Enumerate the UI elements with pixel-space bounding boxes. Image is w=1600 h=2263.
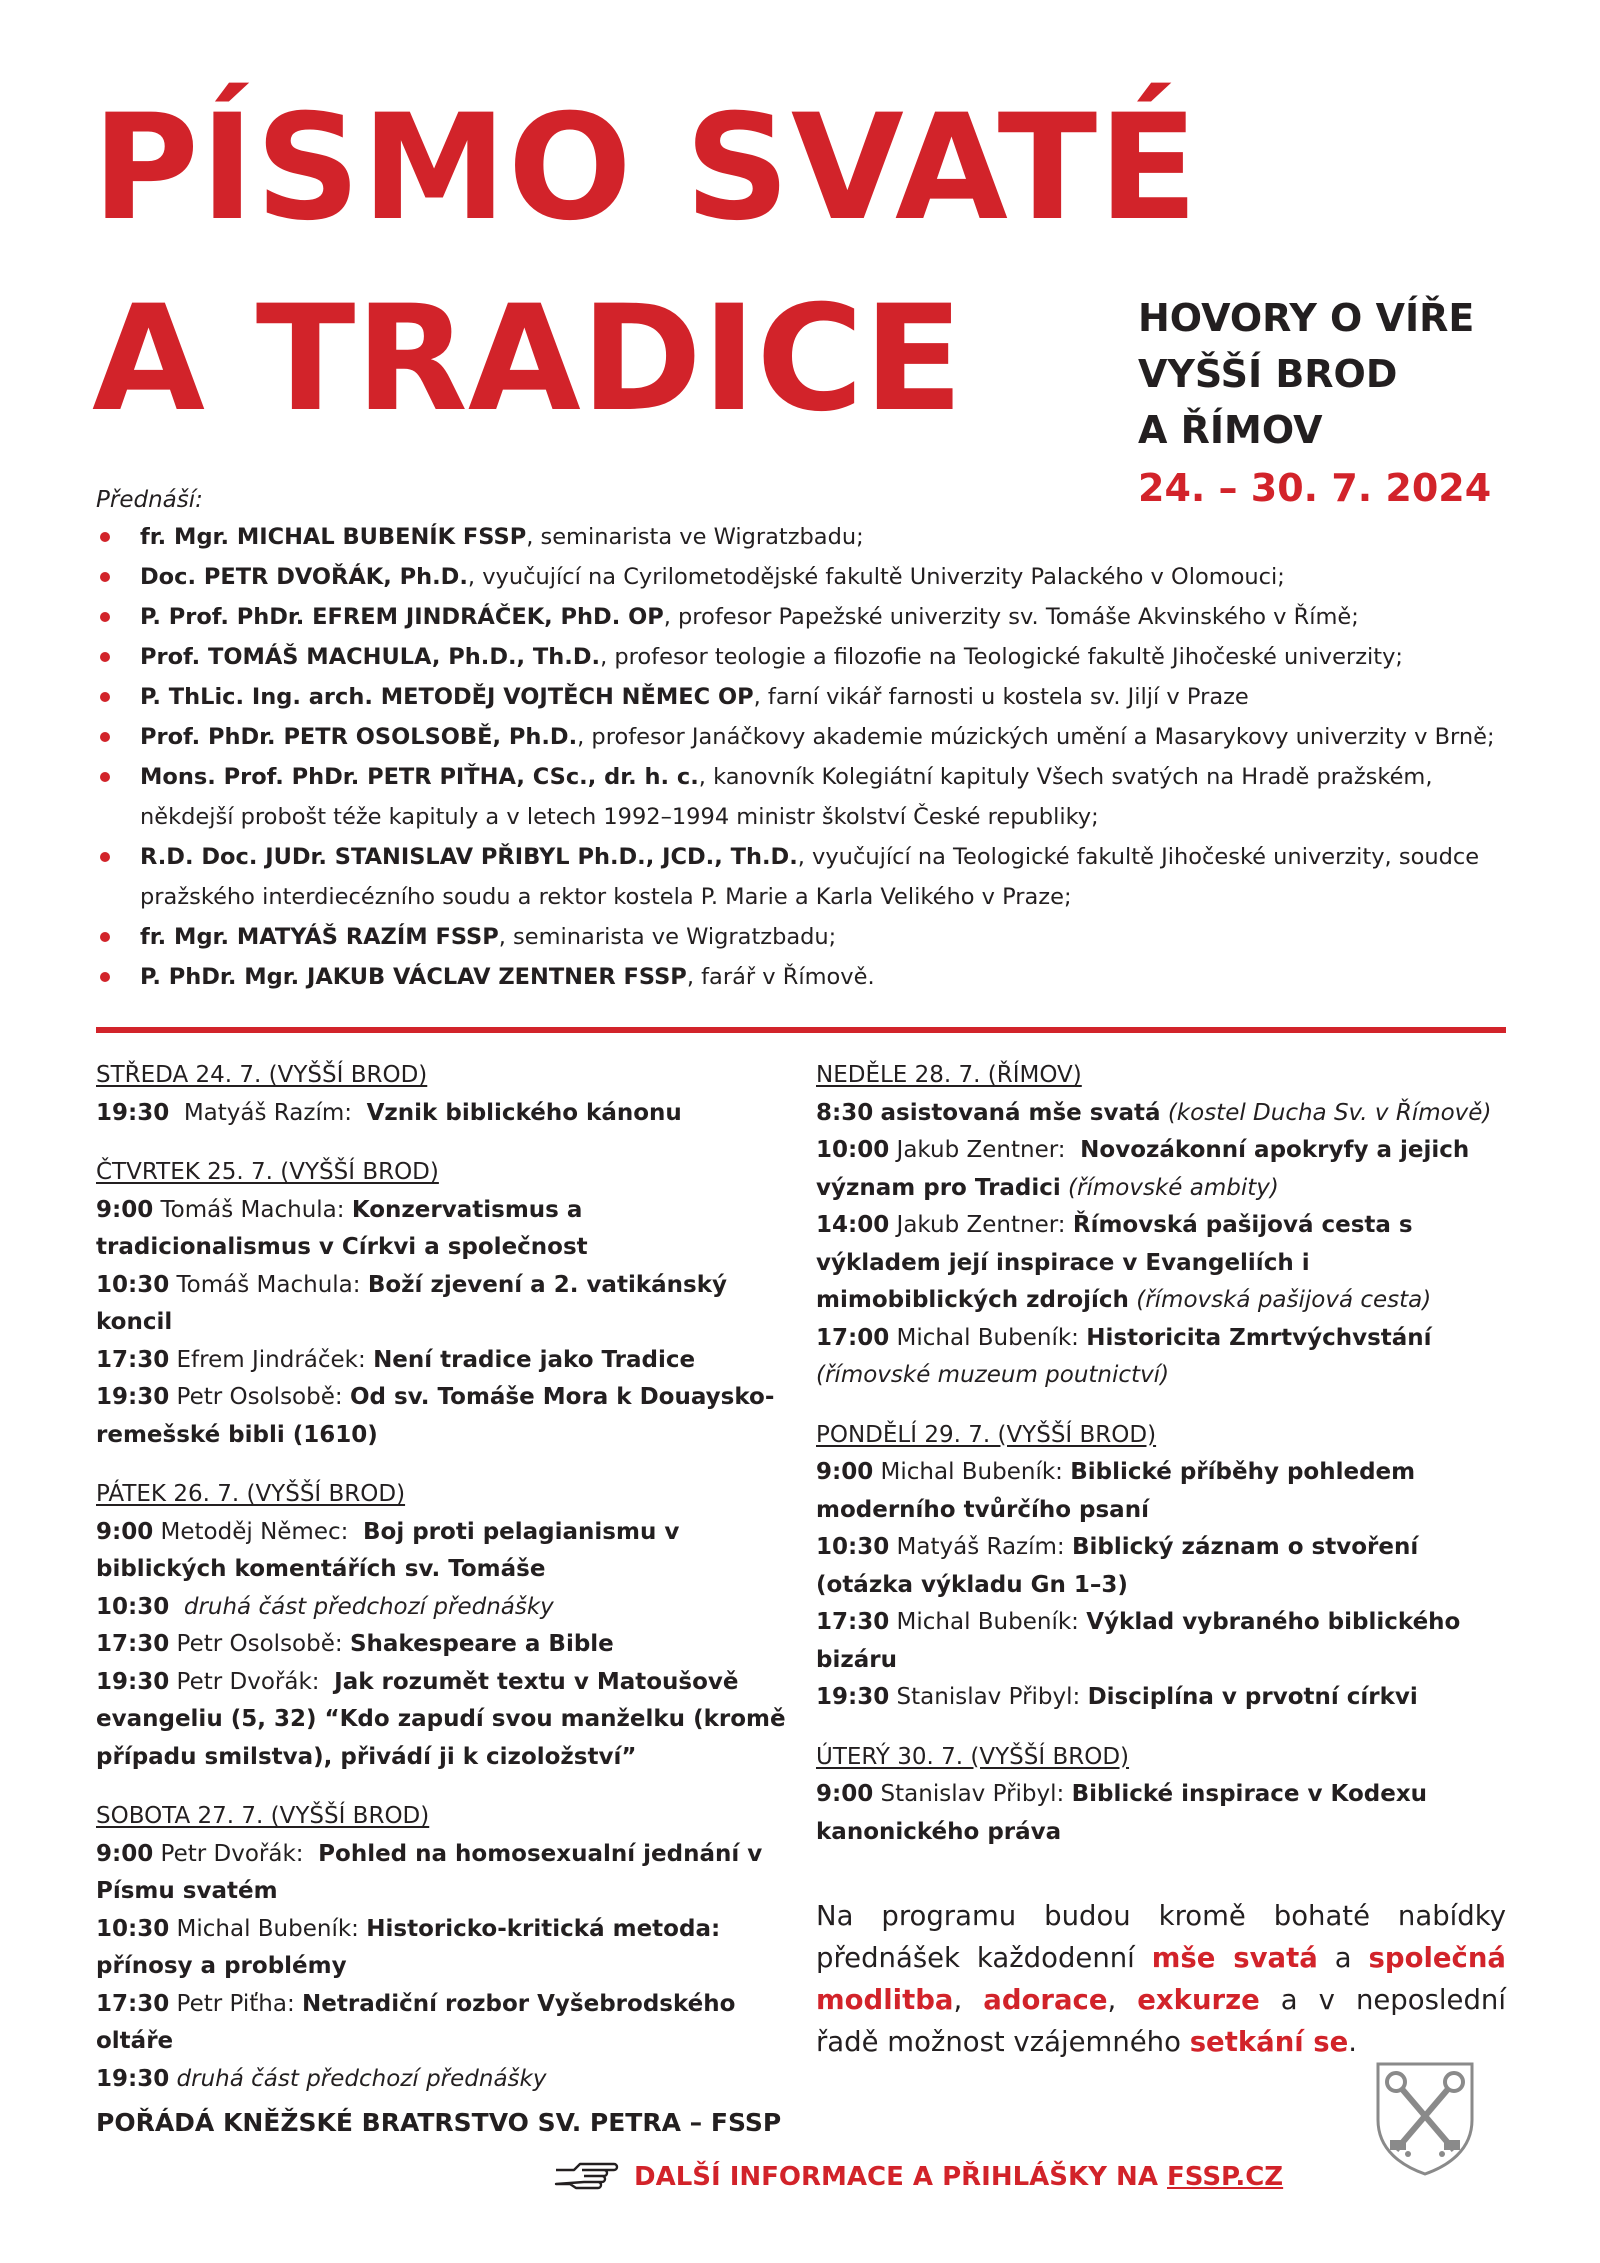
- lecturer-description: , vyučující na Teologické fakultě Jihočeské univerzity, soudce pražského interdiecézního soudu a rektor kostela P. Marie a Karla Velikého v Praze;: [140, 844, 1480, 910]
- pointing-hand-icon: [552, 2156, 624, 2196]
- event-speaker: [169, 2066, 176, 2092]
- event-time: 9:00: [96, 1840, 154, 1867]
- event-speaker: Petr Dvořák:: [169, 1668, 335, 1695]
- lecturer-description: , profesor teologie a filozofie na Teologické fakultě Jihočeské univerzity;: [600, 644, 1403, 670]
- lecturer-name: P. PhDr. Mgr. JAKUB VÁCLAV ZENTNER FSSP: [140, 964, 687, 990]
- event-title: Biblické příběhy pohledem moderního tvůrčího psaní: [816, 1459, 1424, 1523]
- subtitle-line-3: A ŘÍMOV: [1138, 408, 1323, 452]
- closing-text: ,: [1107, 1984, 1138, 2016]
- schedule-event: [96, 1342, 786, 1380]
- event-time: 17:30: [96, 1631, 170, 1657]
- event-speaker: Metoděj Němec:: [153, 1518, 363, 1545]
- highlight-prayer: společná modlitba: [816, 1942, 1506, 2016]
- event-title: Disciplína v prvotní církvi: [1087, 1684, 1418, 1710]
- schedule-event: [96, 1192, 786, 1267]
- lecturer-description: , profesor Janáčkovy akademie múzických umění a Masarykovy univerzity v Brně;: [577, 724, 1495, 750]
- schedule-left-column: [96, 1057, 794, 2120]
- event-speaker: Matyáš Razím:: [169, 1099, 367, 1126]
- event-speaker: Petr Osolsobě:: [169, 1384, 350, 1410]
- event-speaker: Matyáš Razím:: [889, 1534, 1072, 1560]
- event-speaker: Jakub Zentner:: [889, 1137, 1081, 1163]
- event-time: 9:00: [816, 1781, 874, 1807]
- lecturers-list: [96, 517, 1516, 997]
- schedule-event: [816, 1454, 1506, 1529]
- lecturer-name: P. Prof. PhDr. EFREM JINDRÁČEK, PhD. OP: [140, 604, 664, 630]
- closing-text: a v neposlední řadě možnost vzájemného: [816, 1984, 1507, 2058]
- page-title-line-1: PÍSMO SVATÉ: [92, 83, 1199, 253]
- schedule-day: [816, 1417, 1506, 1717]
- event-speaker: Michal Bubeník:: [889, 1609, 1087, 1635]
- schedule-event: [96, 1095, 786, 1133]
- event-title: Od sv. Tomáše Mora k Douaysko-remešské bibli (1610): [96, 1384, 775, 1448]
- event-time: 17:30: [816, 1609, 890, 1635]
- schedule-event: [96, 1911, 786, 1986]
- event-speaker: Jakub Zentner:: [889, 1212, 1073, 1238]
- event-speaker: Michal Bubeník:: [873, 1459, 1071, 1485]
- schedule-day: [816, 1057, 1506, 1395]
- day-heading: NEDĚLE 28. 7. (ŘÍMOV): [816, 1062, 1082, 1088]
- event-speaker: Tomáš Machula:: [153, 1196, 352, 1223]
- lecturer-name: fr. Mgr. MICHAL BUBENÍK FSSP: [140, 524, 527, 550]
- lecturer-name: Prof. TOMÁŠ MACHULA, Ph.D., Th.D.: [140, 644, 601, 670]
- schedule-event: [96, 1379, 786, 1454]
- event-note: druhá část předchozí přednášky: [176, 2065, 547, 2092]
- day-heading: PONDĚLÍ 29. 7. (VYŠŠÍ BROD): [816, 1421, 1157, 1448]
- lecturer-item: [96, 917, 1516, 957]
- event-title: Výklad vybraného biblického bizáru: [816, 1609, 1469, 1673]
- event-time: 19:30: [96, 1668, 170, 1695]
- website-link[interactable]: FSSP.CZ: [1167, 2162, 1284, 2192]
- event-title: Biblické inspirace v Kodexu kanonického práva: [816, 1781, 1436, 1845]
- lecturer-name: R.D. Doc. JUDr. STANISLAV PŘIBYL Ph.D., JCD., Th.D.: [140, 844, 798, 870]
- lecturer-name: Prof. PhDr. PETR OSOLSOBĚ, Ph.D.: [140, 724, 578, 750]
- event-note: (římovská pašijová cesta): [1128, 1287, 1432, 1313]
- schedule-event: [96, 1514, 786, 1589]
- event-time: 10:30: [816, 1534, 890, 1560]
- event-speaker: Tomáš Machula:: [169, 1271, 368, 1298]
- event-time: 19:30: [96, 1099, 170, 1126]
- lecturer-description: , farní vikář farnosti u kostela sv. Jiljí v Praze: [753, 684, 1249, 710]
- event-note: (kostel Ducha Sv. v Římově): [1160, 1099, 1492, 1126]
- lecturer-item: [96, 517, 1516, 557]
- schedule-event: [816, 1095, 1506, 1133]
- closing-paragraph: [816, 1895, 1506, 2063]
- event-title: Jak rozumět textu v Matoušově evangeliu (5, 32) “Kdo zapudí svou manželku (kromě případu smilstva), přivádí ji k cizoložství”: [96, 1668, 794, 1770]
- crossed-keys-crest-icon: [1370, 2058, 1480, 2178]
- info-line: [634, 2162, 1283, 2192]
- subtitle-line-2: VYŠŠÍ BROD: [1138, 352, 1398, 396]
- lecturer-item: [96, 717, 1516, 757]
- event-speaker: Michal Bubeník:: [169, 1915, 367, 1942]
- highlight-adoration: adorace: [983, 1984, 1108, 2016]
- event-title: Biblický záznam o stvoření (otázka výkladu Gn 1–3): [816, 1534, 1427, 1598]
- closing-text: Na programu budou kromě bohaté nabídky přednášek každodenní: [816, 1900, 1506, 1974]
- subtitle-line-1: HOVORY O VÍŘE: [1138, 296, 1475, 340]
- event-time: 10:30: [96, 1271, 170, 1298]
- lecturer-name: Mons. Prof. PhDr. PETR PIŤHA, CSc., dr. h. c.: [140, 764, 699, 790]
- lecturer-item: [96, 677, 1516, 717]
- schedule-event: [816, 1132, 1506, 1207]
- lecturer-name: P. ThLic. Ing. arch. METODĚJ VOJTĚCH NĚMEC OP: [140, 684, 754, 710]
- schedule-day: [96, 1057, 786, 1132]
- schedule-event: [816, 1679, 1506, 1717]
- event-speaker: [873, 1100, 880, 1126]
- closing-text: a: [1317, 1942, 1369, 1974]
- info-text: DALŠÍ INFORMACE A PŘIHLÁŠKY NA: [634, 2162, 1167, 2192]
- event-title: Shakespeare a Bible: [349, 1631, 614, 1657]
- event-time: 17:00: [816, 1324, 890, 1351]
- schedule-event: [816, 1320, 1506, 1395]
- highlight-excursion: exkurze: [1137, 1984, 1260, 2016]
- event-time: 9:00: [816, 1459, 874, 1485]
- lecturer-item: [96, 637, 1516, 677]
- day-heading: STŘEDA 24. 7. (VYŠŠÍ BROD): [96, 1062, 428, 1088]
- highlight-mass: mše svatá: [1151, 1942, 1318, 1974]
- lecturer-description: , seminarista ve Wigratzbadu;: [498, 924, 837, 950]
- lecturer-description: , vyučující na Cyrilometodějské fakultě Univerzity Palackého v Olomouci;: [467, 564, 1285, 590]
- event-title: Novozákonní apokryfy a jejich význam pro Tradici: [816, 1137, 1478, 1201]
- schedule-day: [96, 1476, 794, 1776]
- event-title: Boj proti pelagianismu v biblických komentářích sv. Tomáše: [96, 1518, 688, 1582]
- event-time: 10:00: [816, 1137, 890, 1163]
- day-heading: ČTVRTEK 25. 7. (VYŠŠÍ BROD): [96, 1159, 439, 1185]
- event-time: 14:00: [816, 1212, 890, 1238]
- schedule-right-column: [816, 1057, 1506, 1873]
- lecturer-item: [96, 557, 1516, 597]
- event-dates: 24. – 30. 7. 2024: [1138, 466, 1492, 510]
- event-title: Historicko-kritická metoda: přínosy a problémy: [96, 1915, 729, 1979]
- event-speaker: [169, 1594, 184, 1620]
- event-speaker: Petr Dvořák:: [153, 1840, 319, 1867]
- closing-text: .: [1348, 2026, 1358, 2058]
- event-speaker: Stanislav Přibyl:: [889, 1684, 1088, 1710]
- schedule-event: [96, 1986, 786, 2061]
- event-title: Boží zjevení a 2. vatikánský koncil: [96, 1271, 736, 1335]
- divider: [96, 1027, 1506, 1033]
- schedule-event: [96, 1589, 786, 1627]
- event-time: 19:30: [816, 1684, 890, 1710]
- schedule-event: [96, 2061, 786, 2099]
- lecturer-description: , kanovník Kolegiátní kapituly Všech svatých na Hradě pražském, někdejší probošt téže kapituly a v letech 1992–1994 ministr školství České republiky;: [140, 764, 1433, 830]
- page-title-line-2: A TRADICE: [92, 274, 964, 444]
- event-title: Není tradice jako Tradice: [373, 1346, 696, 1373]
- event-speaker: Michal Bubeník:: [889, 1324, 1087, 1351]
- event-speaker: Petr Osolsobě:: [169, 1631, 350, 1657]
- lecturer-description: , farář v Římově.: [686, 964, 875, 990]
- schedule-event: [816, 1207, 1506, 1320]
- event-title: Vznik biblického kánonu: [366, 1099, 682, 1126]
- event-note: (římovské ambity): [1060, 1174, 1279, 1201]
- event-speaker: Efrem Jindráček:: [169, 1346, 374, 1373]
- event-speaker: Petr Piťha:: [169, 1990, 303, 2017]
- schedule-event: [96, 1267, 786, 1342]
- schedule-event: [96, 1626, 786, 1664]
- day-heading: ÚTERÝ 30. 7. (VYŠŠÍ BROD): [816, 1743, 1130, 1770]
- organizer-line: POŘÁDÁ KNĚŽSKÉ BRATRSTVO SV. PETRA – FSSP: [96, 2108, 782, 2137]
- schedule-event: [816, 1604, 1506, 1679]
- lecturer-name: Doc. PETR DVOŘÁK, Ph.D.: [140, 564, 468, 590]
- schedule-day: [96, 1154, 786, 1454]
- event-title: Římovská pašijová cesta s výkladem její inspirace v Evangeliích i mimobiblických zdrojích: [816, 1212, 1421, 1313]
- lecturer-item: [96, 757, 1516, 837]
- event-note: druhá část předchozí přednášky: [183, 1593, 554, 1620]
- event-title: Netradiční rozbor Vyšebrodského oltáře: [96, 1990, 744, 2054]
- event-title: asistovaná mše svatá: [880, 1099, 1161, 1126]
- schedule-event: [816, 1776, 1506, 1851]
- lecturer-name: fr. Mgr. MATYÁŠ RAZÍM FSSP: [140, 924, 499, 950]
- event-time: 9:00: [96, 1196, 154, 1223]
- lecturer-item: [96, 837, 1516, 917]
- schedule-event: [96, 1664, 794, 1777]
- event-time: 17:30: [96, 1346, 170, 1373]
- event-time: 8:30: [816, 1099, 874, 1126]
- lecturer-description: , profesor Papežské univerzity sv. Tomáše Akvinského v Římě;: [663, 604, 1359, 630]
- event-time: 10:30: [96, 1593, 170, 1620]
- schedule-event: [96, 1836, 786, 1911]
- event-time: 10:30: [96, 1915, 170, 1942]
- event-time: 17:30: [96, 1990, 170, 2017]
- schedule-day: [96, 1798, 786, 2098]
- day-heading: SOBOTA 27. 7. (VYŠŠÍ BROD): [96, 1803, 430, 1829]
- event-time: 19:30: [96, 2065, 170, 2092]
- event-info-box: [1138, 290, 1491, 516]
- day-heading: PÁTEK 26. 7. (VYŠŠÍ BROD): [96, 1481, 406, 1507]
- lecturer-description: , seminarista ve Wigratzbadu;: [526, 524, 864, 550]
- event-title: Historicita Zmrtvýchvstání: [1086, 1324, 1432, 1351]
- event-title: Konzervatismus a tradicionalismus v Církvi a společnost: [96, 1196, 591, 1260]
- event-title: Pohled na homosexualní jednání v Písmu svatém: [96, 1840, 771, 1904]
- event-time: 19:30: [96, 1384, 170, 1410]
- event-speaker: Stanislav Přibyl:: [873, 1781, 1072, 1807]
- schedule-event: [816, 1529, 1506, 1604]
- lecturer-item: [96, 597, 1516, 637]
- lecturer-item: [96, 957, 1516, 997]
- highlight-meeting: setkání se: [1189, 2026, 1349, 2058]
- schedule-day: [816, 1739, 1506, 1852]
- event-time: 9:00: [96, 1518, 154, 1545]
- event-note: (římovské muzeum poutnictví): [816, 1324, 1439, 1388]
- closing-text: ,: [953, 1984, 984, 2016]
- lecturers-label: Přednáší:: [96, 487, 203, 513]
